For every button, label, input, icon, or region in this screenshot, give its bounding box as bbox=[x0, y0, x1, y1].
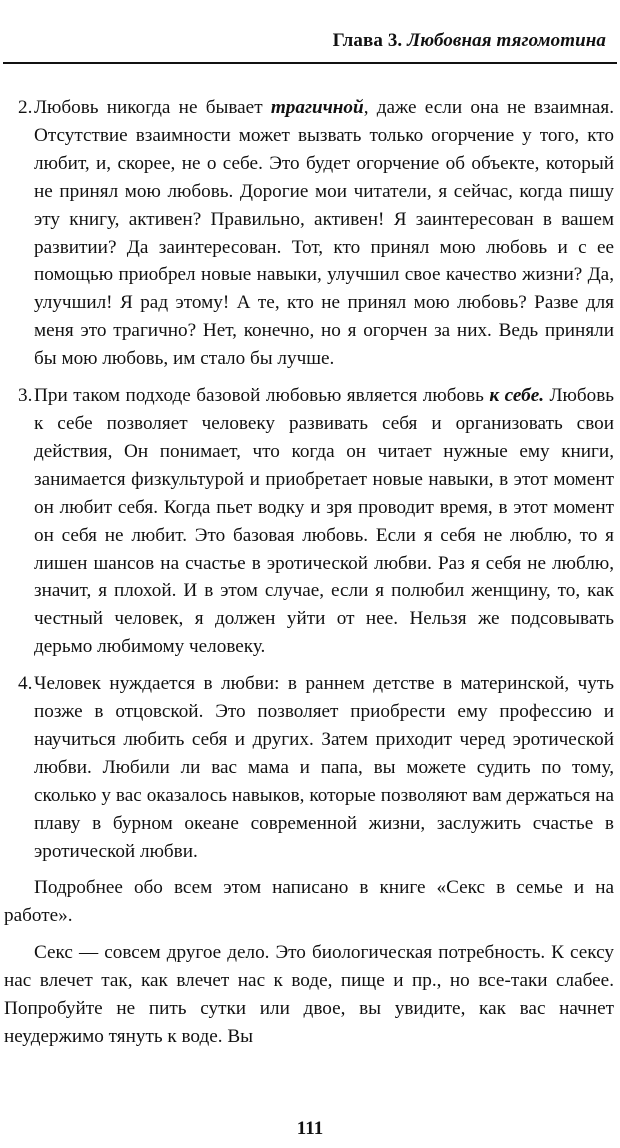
list-item-text-rest: , даже если она не взаимная. Отсутствие взаимности может вызвать только огорчение у того, кто любит, и, скорее, не о себе. Это будет огорчение об объекте, который не принял мою любовь. Дорогие мои читатели, я сейчас, когда пишу эту книгу, активен? Правильно, активен! Я заинтересован в вашем развитии? Да заинтересован. Тот, кто принял мою любовь и с ее помощью приобрел новые навыки, улучшил свое качество жизни? Да, улучшил! Я рад этому! А те, кто не принял мою любовь? Разве для меня это трагично? Нет, конечно, но я огорчен за них. Ведь приняли бы мою любовь, им стало бы лучше. bbox=[34, 97, 614, 370]
page-body bbox=[4, 94, 614, 1060]
header-rule bbox=[3, 62, 617, 64]
emphasis: к себе. bbox=[489, 385, 545, 407]
list-item-text-rest: Любовь к себе позволяет человеку развивать себя и организовать свои действия, Он понимает, что когда он читает нужные ему книги, занимается физкультурой и приобретает новые навыки, в этот момент он любит себя. Когда пьет водку и зря проводит время, в этот момент он себя не любит. Это базовая любовь. Если я себя не люблю, то я лишен шансов на счастье в эротической любви. Раз я себя не люблю, значит, я плохой. И в этом случае, если я полюбил женщину, то, как честный человек, я должен уйти от нее. Нельзя же подсовывать дерьмо любимому человеку. bbox=[34, 385, 615, 658]
list-item-text bbox=[34, 94, 614, 373]
list-item-number: 4. bbox=[18, 673, 33, 695]
page-number: 111 bbox=[296, 1118, 324, 1139]
list-item-number: 3. bbox=[18, 385, 33, 407]
list-item-text-start: При таком подходе базовой любовью является любовь bbox=[34, 385, 490, 407]
paragraph: Секс — совсем другое дело. Это биологическая потребность. К сексу нас влечет так, как влечет нас к воде, пище и пр., но все-таки слабее. Попробуйте не пить сутки или двое, вы увидите, как вас начнет неудержимо тянуть к воде. Вы bbox=[4, 942, 614, 1047]
running-head bbox=[333, 30, 606, 52]
list-item bbox=[4, 670, 614, 865]
list-item-text-start: Любовь никогда не бывает bbox=[34, 97, 271, 118]
list-item bbox=[4, 382, 614, 661]
emphasis: трагичной bbox=[270, 97, 364, 118]
chapter-title: Любовная тягомотина bbox=[407, 30, 606, 51]
list-item-text-start: Человек нуждается в любви: в раннем детстве в материнской, чуть позже в отцовской. Это позволяет приобрести ему профессию и научиться любить себя и других. Затем приходит черед эротической любви. Любили ли вас мама и папа, вы можете судить по тому, сколько у вас оказалось навыков, которые позволяют вам держаться на плаву в бурном океане современной жизни, заслужить счастье в эротической любви. bbox=[34, 673, 614, 862]
list-item-number: 2. bbox=[18, 97, 33, 118]
paragraph: Подробнее обо всем этом написано в книге «Секс в семье и на работе». bbox=[4, 877, 614, 927]
list-item-text bbox=[34, 670, 614, 865]
list-item bbox=[4, 94, 614, 373]
chapter-label: Глава 3. bbox=[332, 30, 403, 51]
list-item-text bbox=[34, 382, 614, 661]
